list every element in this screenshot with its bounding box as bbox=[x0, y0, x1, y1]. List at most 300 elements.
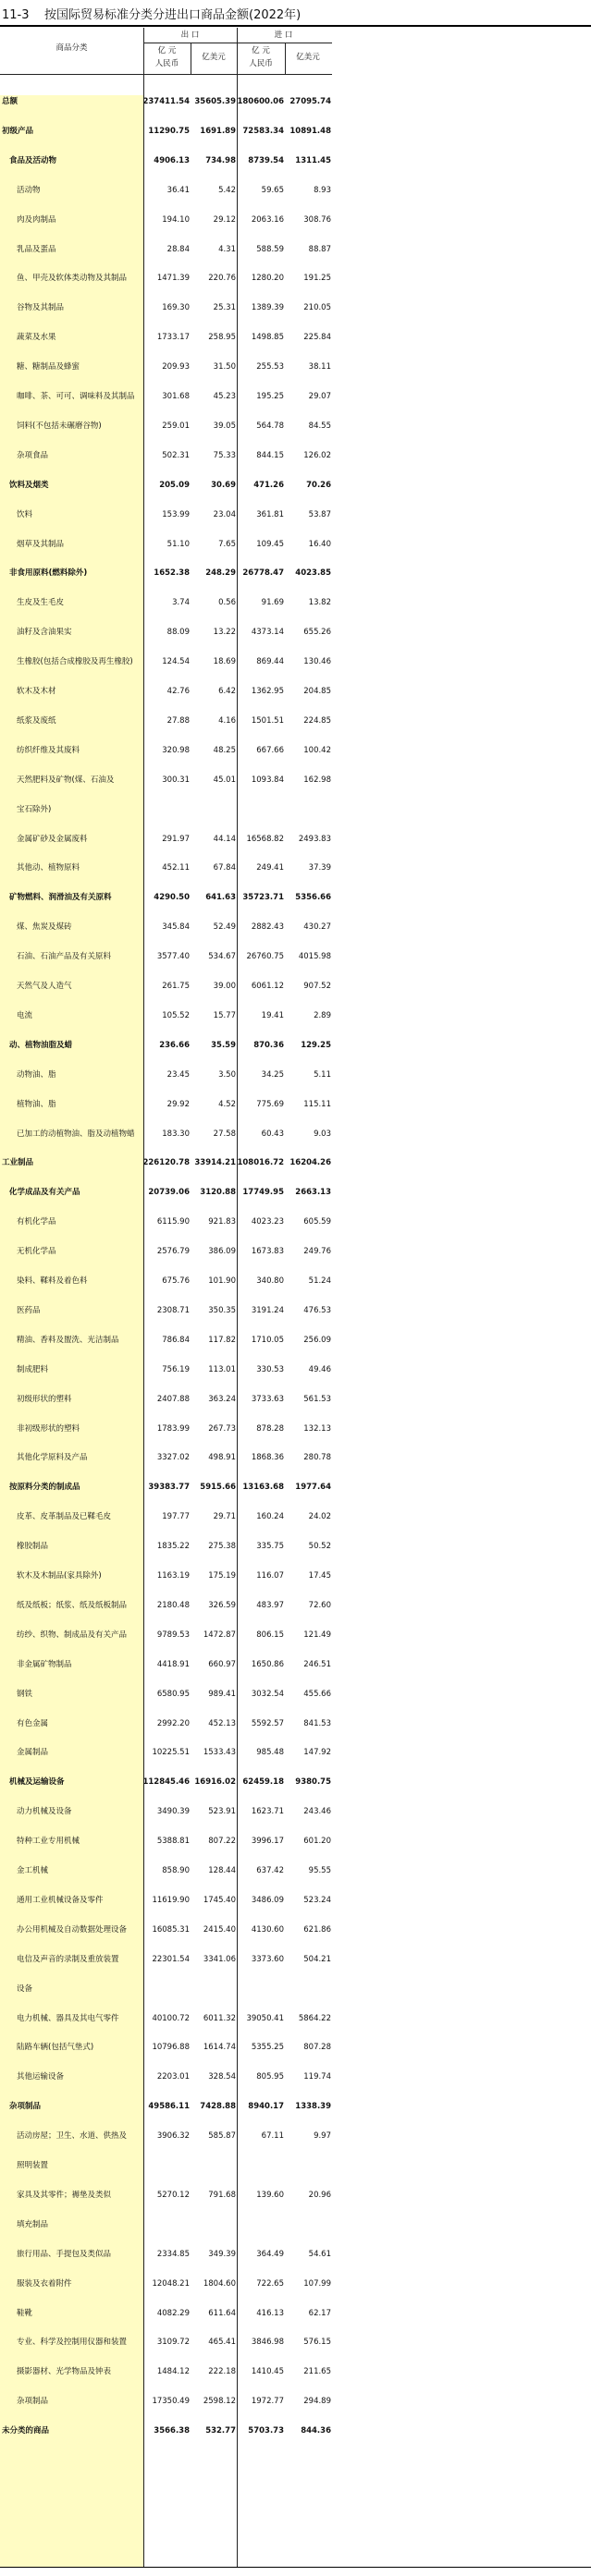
header-export-cny-unit: 人民币 bbox=[154, 59, 179, 68]
row-value: 1484.12 bbox=[156, 2367, 190, 2377]
row-value: 361.81 bbox=[256, 509, 284, 519]
row-label: 动力机械及设备 bbox=[17, 1807, 72, 1817]
table-row bbox=[0, 1746, 591, 1759]
row-value: 3996.17 bbox=[251, 1837, 284, 1847]
row-label: 油籽及含油果实 bbox=[17, 628, 72, 638]
row-value: 2882.43 bbox=[251, 922, 284, 933]
row-label: 化学成品及有关产品 bbox=[9, 1188, 80, 1198]
row-value: 2663.13 bbox=[295, 1188, 331, 1198]
row-value: 1650.86 bbox=[251, 1659, 284, 1669]
row-value: 195.25 bbox=[256, 392, 284, 401]
row-value: 3486.09 bbox=[251, 1895, 284, 1905]
table-row bbox=[0, 626, 591, 639]
row-label: 填充制品 bbox=[17, 2219, 49, 2229]
header-import-usd: 亿美元 bbox=[296, 53, 320, 62]
row-value: 39.00 bbox=[213, 982, 236, 991]
table-row bbox=[0, 980, 591, 993]
table-row bbox=[0, 420, 591, 433]
table-row bbox=[0, 685, 591, 698]
row-value: 2493.83 bbox=[298, 834, 331, 844]
row-value: 807.28 bbox=[303, 2043, 331, 2053]
row-value: 10796.88 bbox=[152, 2043, 190, 2053]
header-import: 进 口 bbox=[274, 31, 293, 40]
row-value: 9.97 bbox=[314, 2131, 331, 2142]
row-label: 动、植物油脂及蜡 bbox=[9, 1040, 73, 1050]
row-label: 专业、科学及控制用仪器和装置 bbox=[17, 2338, 128, 2348]
row-value: 36.41 bbox=[166, 185, 190, 195]
row-value: 471.26 bbox=[253, 480, 284, 490]
row-value: 4023.23 bbox=[251, 1217, 284, 1227]
table-row bbox=[0, 1098, 591, 1111]
row-value: 29.71 bbox=[213, 1512, 236, 1522]
row-label: 谷物及其制品 bbox=[17, 303, 65, 313]
row-value: 6115.90 bbox=[156, 1217, 190, 1227]
row-label: 金工机械 bbox=[17, 1866, 49, 1875]
table-row bbox=[0, 921, 591, 934]
row-value: 75.33 bbox=[213, 450, 236, 460]
row-value: 326.59 bbox=[208, 1600, 236, 1610]
row-label: 煤、焦炭及煤砖 bbox=[17, 922, 72, 933]
table-row bbox=[0, 1068, 591, 1081]
row-value: 13.22 bbox=[213, 628, 236, 638]
row-value: 16916.02 bbox=[194, 1777, 236, 1788]
row-value: 132.13 bbox=[303, 1423, 331, 1434]
table-row bbox=[0, 1540, 591, 1553]
row-value: 22301.54 bbox=[152, 1954, 190, 1964]
row-value: 294.89 bbox=[303, 2397, 331, 2407]
row-value: 1163.19 bbox=[156, 1571, 190, 1581]
row-value: 641.63 bbox=[205, 893, 236, 903]
row-label: 纺织纤维及其废料 bbox=[17, 745, 80, 755]
row-value: 180600.06 bbox=[237, 97, 284, 106]
table-row bbox=[0, 2012, 591, 2025]
row-value: 35.59 bbox=[211, 1040, 236, 1050]
row-value: 3846.98 bbox=[251, 2338, 284, 2348]
row-label: 总额 bbox=[2, 97, 18, 106]
table-row bbox=[0, 331, 591, 344]
row-value: 2992.20 bbox=[156, 1718, 190, 1728]
row-value: 128.44 bbox=[208, 1866, 236, 1875]
row-value: 255.53 bbox=[256, 362, 284, 372]
table-row bbox=[0, 2100, 591, 2113]
row-value: 844.15 bbox=[256, 450, 284, 460]
row-value: 858.90 bbox=[162, 1866, 190, 1875]
row-value: 35723.71 bbox=[242, 893, 284, 903]
row-value: 91.69 bbox=[261, 598, 284, 608]
row-value: 675.76 bbox=[162, 1276, 190, 1286]
row-label: 纸浆及废纸 bbox=[17, 715, 56, 726]
row-value: 363.24 bbox=[208, 1394, 236, 1404]
row-label: 家具及其零件；褥垫及类似 bbox=[17, 2190, 112, 2200]
row-label: 动物油、脂 bbox=[17, 1069, 56, 1080]
row-value: 225.84 bbox=[303, 333, 331, 343]
row-label: 初级产品 bbox=[2, 126, 34, 136]
row-value: 921.83 bbox=[208, 1217, 236, 1227]
row-label: 生橡胶(包括合成橡胶及再生橡胶) bbox=[17, 657, 133, 667]
row-value: 183.30 bbox=[162, 1129, 190, 1139]
row-value: 3733.63 bbox=[251, 1394, 284, 1404]
row-value: 226120.78 bbox=[142, 1158, 190, 1168]
column-divider bbox=[143, 28, 144, 2568]
row-value: 1410.45 bbox=[251, 2367, 284, 2377]
row-value: 498.91 bbox=[208, 1453, 236, 1463]
row-label: 办公用机械及自动数据处理设备 bbox=[17, 1924, 128, 1935]
table-row bbox=[0, 567, 591, 580]
row-value: 54.61 bbox=[308, 2249, 331, 2259]
row-value: 2063.16 bbox=[251, 214, 284, 225]
row-label: 其他动、植物原料 bbox=[17, 863, 80, 873]
row-label: 电信及声音的录制及重放装置 bbox=[17, 1954, 119, 1964]
row-value: 3577.40 bbox=[156, 952, 190, 962]
table-row bbox=[0, 1393, 591, 1406]
row-value: 611.64 bbox=[208, 2308, 236, 2318]
row-value: 3032.54 bbox=[251, 1689, 284, 1699]
table-row bbox=[0, 449, 591, 462]
table-row bbox=[0, 390, 591, 403]
row-value: 2334.85 bbox=[156, 2249, 190, 2259]
row-label: 非初级形状的塑料 bbox=[17, 1423, 80, 1434]
row-value: 805.95 bbox=[256, 2072, 284, 2082]
row-label: 按原料分类的制成品 bbox=[9, 1483, 80, 1493]
row-value: 502.31 bbox=[162, 450, 190, 460]
row-value: 806.15 bbox=[256, 1630, 284, 1640]
row-value: 49586.11 bbox=[148, 2102, 190, 2112]
row-value: 49.46 bbox=[308, 1364, 331, 1374]
row-value: 17.45 bbox=[308, 1571, 331, 1581]
row-value: 1673.83 bbox=[251, 1247, 284, 1257]
row-label: 饮料 bbox=[17, 509, 33, 519]
row-value: 205.09 bbox=[159, 480, 190, 490]
row-value: 6061.12 bbox=[251, 982, 284, 991]
row-value: 9.03 bbox=[314, 1129, 331, 1139]
row-value: 267.73 bbox=[208, 1423, 236, 1434]
row-value: 5592.57 bbox=[251, 1718, 284, 1728]
row-label: 非食用原料(燃料除外) bbox=[9, 568, 88, 579]
table-row bbox=[0, 479, 591, 492]
row-value: 220.76 bbox=[208, 274, 236, 284]
row-label: 已加工的动植物油、脂及动植物蜡 bbox=[17, 1129, 135, 1139]
row-value: 3566.38 bbox=[154, 2426, 190, 2436]
row-label: 活动物 bbox=[17, 185, 41, 195]
row-value: 430.27 bbox=[303, 922, 331, 933]
row-value: 39050.41 bbox=[246, 2013, 284, 2023]
row-value: 105.52 bbox=[162, 1010, 190, 1020]
row-value: 1362.95 bbox=[251, 687, 284, 696]
table-row bbox=[0, 243, 591, 256]
row-value: 23.04 bbox=[213, 509, 236, 519]
row-label: 宝石除外) bbox=[17, 804, 52, 814]
row-label: 无机化学品 bbox=[17, 1247, 56, 1257]
row-value: 870.36 bbox=[253, 1040, 284, 1050]
table-row bbox=[0, 2424, 591, 2437]
header-import-cny-unit: 人民币 bbox=[249, 59, 273, 68]
row-label: 制成肥料 bbox=[17, 1364, 49, 1374]
row-value: 5356.66 bbox=[295, 893, 331, 903]
row-label: 乳品及蛋品 bbox=[17, 244, 56, 254]
row-value: 483.97 bbox=[256, 1600, 284, 1610]
row-value: 8940.17 bbox=[248, 2102, 284, 2112]
row-label: 软木及木制品(家具除外) bbox=[17, 1571, 102, 1581]
table-row bbox=[0, 833, 591, 846]
row-value: 1093.84 bbox=[251, 775, 284, 785]
row-value: 210.05 bbox=[303, 303, 331, 313]
row-value: 52.49 bbox=[213, 922, 236, 933]
row-value: 585.87 bbox=[208, 2131, 236, 2142]
table-row bbox=[0, 1776, 591, 1789]
row-value: 349.39 bbox=[208, 2249, 236, 2259]
row-value: 26760.75 bbox=[246, 952, 284, 962]
row-value: 5355.25 bbox=[251, 2043, 284, 2053]
table-row bbox=[0, 1009, 591, 1022]
bottom-rule bbox=[0, 2567, 591, 2568]
table-row bbox=[0, 2307, 591, 2320]
row-value: 291.97 bbox=[162, 834, 190, 844]
row-value: 775.69 bbox=[256, 1099, 284, 1109]
row-value: 84.55 bbox=[308, 421, 331, 431]
table-row bbox=[0, 1983, 591, 1996]
row-label: 设备 bbox=[17, 1984, 33, 1994]
row-value: 147.92 bbox=[303, 1748, 331, 1758]
row-value: 4373.14 bbox=[251, 628, 284, 638]
row-value: 1280.20 bbox=[251, 274, 284, 284]
row-value: 13.82 bbox=[308, 598, 331, 608]
row-value: 300.31 bbox=[162, 775, 190, 785]
row-value: 320.98 bbox=[162, 745, 190, 755]
table-row bbox=[0, 2277, 591, 2290]
row-label: 陆路车辆(包括气垫式) bbox=[17, 2043, 94, 2053]
row-value: 24.02 bbox=[308, 1512, 331, 1522]
row-value: 1977.64 bbox=[295, 1483, 331, 1493]
table-row bbox=[0, 1334, 591, 1347]
row-value: 153.99 bbox=[162, 509, 190, 519]
row-label: 电力机械、器具及其电气零件 bbox=[17, 2013, 119, 2023]
table-row bbox=[0, 655, 591, 668]
row-value: 39.05 bbox=[213, 421, 236, 431]
row-label: 纺纱、织物、制成品及有关产品 bbox=[17, 1630, 128, 1640]
row-value: 4290.50 bbox=[154, 893, 190, 903]
row-label: 机械及运输设备 bbox=[9, 1777, 65, 1788]
row-value: 345.84 bbox=[162, 922, 190, 933]
row-value: 9789.53 bbox=[156, 1630, 190, 1640]
table-row bbox=[0, 1156, 591, 1169]
table-row bbox=[0, 950, 591, 963]
row-value: 807.22 bbox=[208, 1837, 236, 1847]
header-import-cny: 亿 元 bbox=[252, 46, 270, 55]
row-value: 12048.21 bbox=[152, 2278, 190, 2289]
row-label: 特种工业专用机械 bbox=[17, 1837, 80, 1847]
row-value: 3191.24 bbox=[251, 1305, 284, 1315]
row-value: 1614.74 bbox=[203, 2043, 236, 2053]
row-value: 791.68 bbox=[208, 2190, 236, 2200]
row-label: 非金属矿物制品 bbox=[17, 1659, 72, 1669]
row-value: 5864.22 bbox=[298, 2013, 331, 2023]
row-value: 3.74 bbox=[172, 598, 190, 608]
table-number: 11-3 bbox=[2, 8, 30, 22]
table-row bbox=[0, 891, 591, 904]
row-value: 38.11 bbox=[308, 362, 331, 372]
row-value: 1652.38 bbox=[154, 568, 190, 579]
row-value: 191.25 bbox=[303, 274, 331, 284]
row-label: 植物油、脂 bbox=[17, 1099, 56, 1109]
row-value: 2407.88 bbox=[156, 1394, 190, 1404]
row-value: 222.18 bbox=[208, 2367, 236, 2377]
row-label: 鱼、甲壳及软体类动物及其制品 bbox=[17, 274, 128, 284]
table-row bbox=[0, 1186, 591, 1199]
row-value: 786.84 bbox=[162, 1335, 190, 1345]
row-value: 126.02 bbox=[303, 450, 331, 460]
row-value: 243.46 bbox=[303, 1807, 331, 1817]
row-value: 1501.51 bbox=[251, 715, 284, 726]
row-value: 3490.39 bbox=[156, 1807, 190, 1817]
table-row bbox=[0, 2248, 591, 2261]
table-row bbox=[0, 714, 591, 727]
table-row bbox=[0, 360, 591, 373]
table-row bbox=[0, 1039, 591, 1052]
row-value: 1311.45 bbox=[295, 155, 331, 165]
row-value: 60.43 bbox=[261, 1129, 284, 1139]
row-value: 4130.60 bbox=[251, 1924, 284, 1935]
row-value: 16204.26 bbox=[289, 1158, 331, 1168]
row-value: 10225.51 bbox=[152, 1748, 190, 1758]
row-value: 31.50 bbox=[213, 362, 236, 372]
row-value: 1835.22 bbox=[156, 1542, 190, 1552]
row-label: 纸及纸板；纸浆、纸及纸板制品 bbox=[17, 1600, 128, 1610]
row-value: 249.41 bbox=[256, 863, 284, 873]
row-value: 23.45 bbox=[166, 1069, 190, 1080]
row-value: 2.89 bbox=[314, 1010, 331, 1020]
row-value: 117.82 bbox=[208, 1335, 236, 1345]
row-label: 软木及木材 bbox=[17, 687, 56, 696]
table-row bbox=[0, 1245, 591, 1258]
row-value: 907.52 bbox=[303, 982, 331, 991]
row-value: 27095.74 bbox=[289, 97, 331, 106]
row-value: 50.52 bbox=[308, 1542, 331, 1552]
row-value: 476.53 bbox=[303, 1305, 331, 1315]
row-value: 1783.99 bbox=[156, 1423, 190, 1434]
column-divider bbox=[237, 28, 238, 2568]
row-value: 51.10 bbox=[166, 539, 190, 549]
row-value: 4.31 bbox=[218, 244, 236, 254]
row-value: 523.91 bbox=[208, 1807, 236, 1817]
header-export-cny: 亿 元 bbox=[157, 46, 177, 55]
row-value: 259.01 bbox=[162, 421, 190, 431]
row-value: 985.48 bbox=[256, 1748, 284, 1758]
row-value: 261.75 bbox=[162, 982, 190, 991]
row-value: 37.39 bbox=[308, 863, 331, 873]
table-row bbox=[0, 1923, 591, 1936]
row-value: 452.11 bbox=[162, 863, 190, 873]
row-value: 1471.39 bbox=[156, 274, 190, 284]
row-value: 532.77 bbox=[205, 2426, 236, 2436]
row-value: 62459.18 bbox=[242, 1777, 284, 1788]
row-value: 6011.32 bbox=[203, 2013, 236, 2023]
row-value: 211.65 bbox=[303, 2367, 331, 2377]
row-value: 248.29 bbox=[205, 568, 236, 579]
row-value: 44.14 bbox=[213, 834, 236, 844]
table-row bbox=[0, 1658, 591, 1671]
row-value: 2308.71 bbox=[156, 1305, 190, 1315]
row-value: 53.87 bbox=[308, 509, 331, 519]
row-value: 115.11 bbox=[303, 1099, 331, 1109]
row-value: 16085.31 bbox=[152, 1924, 190, 1935]
row-value: 2203.01 bbox=[156, 2072, 190, 2082]
row-value: 121.49 bbox=[303, 1630, 331, 1640]
row-value: 100.42 bbox=[303, 745, 331, 755]
table-row bbox=[0, 1275, 591, 1288]
row-value: 72.60 bbox=[308, 1600, 331, 1610]
row-value: 16.40 bbox=[308, 539, 331, 549]
row-label: 其他化学原料及产品 bbox=[17, 1453, 88, 1463]
table-row bbox=[0, 214, 591, 226]
row-value: 328.54 bbox=[208, 2072, 236, 2082]
row-value: 878.28 bbox=[256, 1423, 284, 1434]
row-value: 62.17 bbox=[308, 2308, 331, 2318]
row-value: 169.30 bbox=[162, 303, 190, 313]
row-label: 钢铁 bbox=[17, 1689, 33, 1699]
row-value: 1691.89 bbox=[200, 126, 236, 136]
row-value: 194.10 bbox=[162, 214, 190, 225]
row-value: 17350.49 bbox=[152, 2397, 190, 2407]
row-value: 561.53 bbox=[303, 1394, 331, 1404]
row-value: 734.98 bbox=[205, 155, 236, 165]
row-label: 精油、香料及盥洗、光洁制品 bbox=[17, 1335, 119, 1345]
row-value: 107.99 bbox=[303, 2278, 331, 2289]
row-value: 1710.05 bbox=[251, 1335, 284, 1345]
row-value: 386.09 bbox=[208, 1247, 236, 1257]
row-value: 6.42 bbox=[218, 687, 236, 696]
table-row bbox=[0, 272, 591, 285]
row-value: 534.67 bbox=[208, 952, 236, 962]
row-value: 45.01 bbox=[213, 775, 236, 785]
row-value: 844.36 bbox=[301, 2426, 331, 2436]
row-value: 11619.90 bbox=[152, 1895, 190, 1905]
table-row bbox=[0, 1128, 591, 1141]
row-value: 3109.72 bbox=[156, 2338, 190, 2348]
row-value: 26778.47 bbox=[242, 568, 284, 579]
row-label: 医药品 bbox=[17, 1305, 41, 1315]
row-value: 465.41 bbox=[208, 2338, 236, 2348]
table-row bbox=[0, 125, 591, 138]
table-row bbox=[0, 1629, 591, 1642]
row-value: 29.07 bbox=[308, 392, 331, 401]
table-row bbox=[0, 1481, 591, 1494]
row-label: 矿物燃料、润滑油及有关原料 bbox=[9, 893, 112, 903]
row-value: 301.68 bbox=[162, 392, 190, 401]
row-label: 皮革、皮革制品及已鞣毛皮 bbox=[17, 1512, 112, 1522]
row-value: 112845.46 bbox=[142, 1777, 190, 1788]
row-value: 124.54 bbox=[162, 657, 190, 667]
header-category: 商品分类 bbox=[55, 43, 88, 53]
row-label: 天然气及人造气 bbox=[17, 982, 72, 991]
table-row bbox=[0, 2159, 591, 2172]
row-value: 4.52 bbox=[218, 1099, 236, 1109]
row-value: 5915.66 bbox=[200, 1483, 236, 1493]
row-value: 33914.21 bbox=[194, 1158, 236, 1168]
row-label: 杂项制品 bbox=[9, 2102, 42, 2112]
table-row bbox=[0, 2395, 591, 2408]
table-row bbox=[0, 184, 591, 197]
row-value: 7.65 bbox=[218, 539, 236, 549]
row-value: 7428.88 bbox=[200, 2102, 236, 2112]
table-row bbox=[0, 2041, 591, 2054]
row-value: 9380.75 bbox=[295, 1777, 331, 1788]
table-row bbox=[0, 2070, 591, 2083]
top-rule bbox=[0, 25, 591, 27]
row-value: 2180.48 bbox=[156, 1600, 190, 1610]
row-value: 601.20 bbox=[303, 1837, 331, 1847]
table-row bbox=[0, 2365, 591, 2378]
row-value: 452.13 bbox=[208, 1718, 236, 1728]
